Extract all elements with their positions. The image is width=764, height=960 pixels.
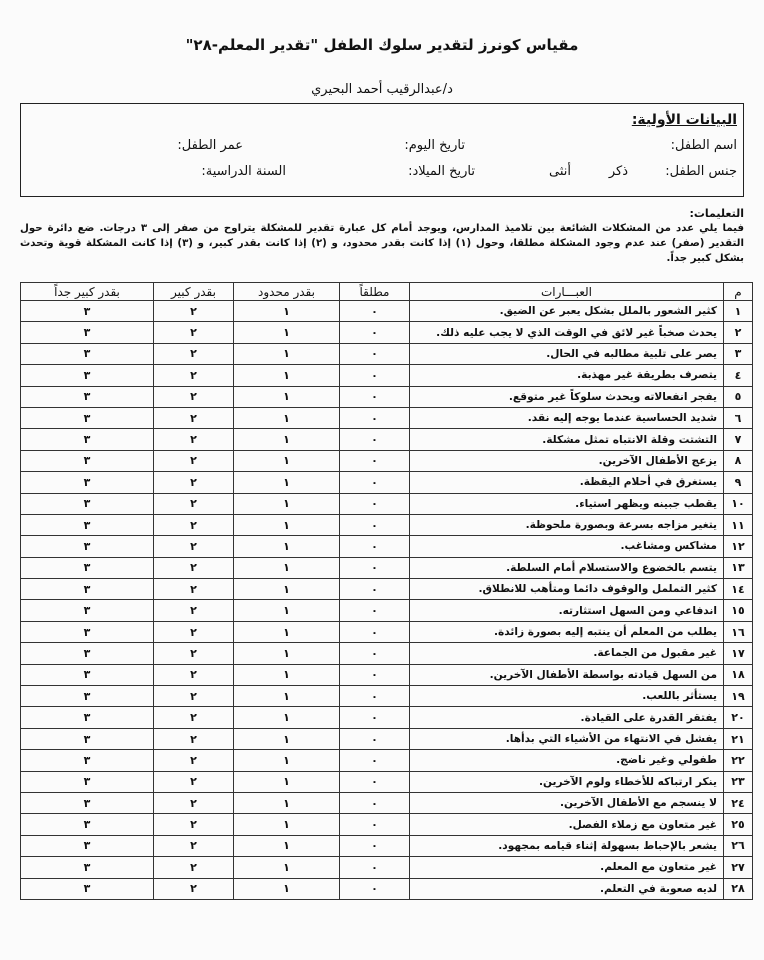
score-option-3[interactable]: ٣ [21, 728, 154, 749]
score-option-2[interactable]: ٢ [154, 343, 234, 364]
score-option-0[interactable]: ٠ [340, 857, 410, 878]
score-option-1[interactable]: ١ [234, 514, 340, 535]
score-option-0[interactable]: ٠ [340, 429, 410, 450]
row-statement: يستغرق في أحلام اليقظة. [410, 472, 724, 493]
score-option-3[interactable]: ٣ [21, 878, 154, 899]
score-option-3[interactable]: ٣ [21, 450, 154, 471]
row-number: ١٩ [724, 686, 753, 707]
row-number: ٢٦ [724, 835, 753, 856]
score-option-0[interactable]: ٠ [340, 579, 410, 600]
score-option-2[interactable]: ٢ [154, 557, 234, 578]
score-option-0[interactable]: ٠ [340, 878, 410, 899]
row-statement: يشعر بالإحباط بسهولة إثناء قيامه بمجهود. [410, 835, 724, 856]
table-row [21, 386, 753, 407]
score-option-2[interactable]: ٢ [154, 621, 234, 642]
basic-info-heading: البيانات الأولية: [631, 112, 737, 128]
score-option-0[interactable]: ٠ [340, 664, 410, 685]
row-statement: ينكر ارتباكه للأخطاء ولوم الآخرين. [410, 771, 724, 792]
score-option-3[interactable]: ٣ [21, 771, 154, 792]
table-row [21, 750, 753, 771]
score-option-2[interactable]: ٢ [154, 536, 234, 557]
instructions-block [20, 206, 744, 266]
score-option-0[interactable]: ٠ [340, 472, 410, 493]
score-option-0[interactable]: ٠ [340, 493, 410, 514]
score-option-3[interactable]: ٣ [21, 792, 154, 813]
score-option-0[interactable]: ٠ [340, 407, 410, 428]
table-row [21, 835, 753, 856]
row-number: ٢٠ [724, 707, 753, 728]
row-statement: لا ينسجم مع الأطفال الآخرين. [410, 792, 724, 813]
row-number: ١٦ [724, 621, 753, 642]
row-statement: يفجر انفعالاته ويحدث سلوكاً غير متوقع. [410, 386, 724, 407]
score-option-3[interactable]: ٣ [21, 579, 154, 600]
row-statement: اندفاعي ومن السهل استثارته. [410, 600, 724, 621]
table-body [21, 301, 753, 900]
score-option-3[interactable]: ٣ [21, 750, 154, 771]
score-option-3[interactable]: ٣ [21, 664, 154, 685]
score-option-1[interactable]: ١ [234, 365, 340, 386]
score-option-1[interactable]: ١ [234, 493, 340, 514]
score-option-0[interactable]: ٠ [340, 536, 410, 557]
table-row [21, 621, 753, 642]
row-statement: يطلب من المعلم أن ينتبه إليه بصورة زائدة. [410, 621, 724, 642]
score-option-1[interactable]: ١ [234, 857, 340, 878]
score-option-1[interactable]: ١ [234, 621, 340, 642]
score-option-2[interactable]: ٢ [154, 600, 234, 621]
table-row [21, 472, 753, 493]
row-number: ١٥ [724, 600, 753, 621]
row-number: ١١ [724, 514, 753, 535]
score-option-2[interactable]: ٢ [154, 365, 234, 386]
row-statement: يتغير مزاجه بسرعة وبصورة ملحوظة. [410, 514, 724, 535]
child-name-label: اسم الطفل: [670, 138, 737, 153]
score-option-0[interactable]: ٠ [340, 343, 410, 364]
score-option-2[interactable]: ٢ [154, 429, 234, 450]
table-row [21, 771, 753, 792]
score-option-0[interactable]: ٠ [340, 686, 410, 707]
score-option-1[interactable]: ١ [234, 343, 340, 364]
row-number: ٣ [724, 343, 753, 364]
row-number: ١٢ [724, 536, 753, 557]
row-statement: يزعج الأطفال الآخرين. [410, 450, 724, 471]
row-statement: لديه صعوبة في التعلم. [410, 878, 724, 899]
score-option-3[interactable]: ٣ [21, 643, 154, 664]
row-number: ٢ [724, 322, 753, 343]
header-never: مطلقاً [340, 283, 410, 301]
score-option-2[interactable]: ٢ [154, 728, 234, 749]
row-statement: غير متعاون مع زملاء الفصل. [410, 814, 724, 835]
score-option-3[interactable]: ٣ [21, 514, 154, 535]
score-option-2[interactable]: ٢ [154, 707, 234, 728]
birth-date-label: تاريخ الميلاد: [408, 164, 475, 179]
row-statement: من السهل قيادته بواسطة الأطفال الآخرين. [410, 664, 724, 685]
score-option-2[interactable]: ٢ [154, 771, 234, 792]
table-row [21, 643, 753, 664]
score-option-3[interactable]: ٣ [21, 814, 154, 835]
header-little: بقدر محدود [234, 283, 340, 301]
score-option-3[interactable]: ٣ [21, 686, 154, 707]
score-option-2[interactable]: ٢ [154, 450, 234, 471]
score-option-1[interactable]: ١ [234, 450, 340, 471]
score-option-2[interactable]: ٢ [154, 664, 234, 685]
table-row [21, 322, 753, 343]
table-row [21, 493, 753, 514]
header-statement: العبـــارات [410, 283, 724, 301]
table-row [21, 365, 753, 386]
table-row [21, 429, 753, 450]
score-option-1[interactable]: ١ [234, 472, 340, 493]
score-option-2[interactable]: ٢ [154, 857, 234, 878]
child-gender-label: جنس الطفل: [665, 164, 737, 179]
score-option-1[interactable]: ١ [234, 557, 340, 578]
score-option-2[interactable]: ٢ [154, 407, 234, 428]
table-row [21, 857, 753, 878]
row-statement: غير متعاون مع المعلم. [410, 857, 724, 878]
score-option-1[interactable]: ١ [234, 301, 340, 322]
author-name: د/عبدالرقيب أحمد البحيري [311, 82, 453, 97]
row-number: ٢٧ [724, 857, 753, 878]
score-option-3[interactable]: ٣ [21, 857, 154, 878]
score-option-1[interactable]: ١ [234, 771, 340, 792]
table-row [21, 301, 753, 322]
table-row [21, 686, 753, 707]
basic-info-box [20, 103, 744, 197]
row-number: ٥ [724, 386, 753, 407]
score-option-3[interactable]: ٣ [21, 386, 154, 407]
score-option-0[interactable]: ٠ [340, 365, 410, 386]
score-option-1[interactable]: ١ [234, 664, 340, 685]
row-number: ٩ [724, 472, 753, 493]
score-option-2[interactable]: ٢ [154, 493, 234, 514]
score-option-0[interactable]: ٠ [340, 792, 410, 813]
row-number: ٧ [724, 429, 753, 450]
score-option-3[interactable]: ٣ [21, 707, 154, 728]
score-option-3[interactable]: ٣ [21, 429, 154, 450]
table-row [21, 814, 753, 835]
row-number: ١٣ [724, 557, 753, 578]
row-statement: التشتت وقلة الانتباه تمثل مشكلة. [410, 429, 724, 450]
row-statement: يصر على تلبية مطالبه في الحال. [410, 343, 724, 364]
instructions-text: فيما يلي عدد من المشكلات الشائعة بين تلاميذ المدارس، ويوجد أمام كل عبارة تقدير للمشكلة يتراوح من صفر إلى ٣ درجات. ضع دائرة حول التقدير (صفر) عند عدم وجود المشكلة مطلقا، وحول (١) إذا كانت بقدر محدود، و (٢) إذا كانت بقدر كبير، و (٣) إذا كانت المشكلة قوية وتحدث بشكل كبير جداً. [20, 223, 744, 264]
table-row [21, 514, 753, 535]
score-option-3[interactable]: ٣ [21, 557, 154, 578]
page-title: مقياس كونرز لتقدير سلوك الطفل "تقدير المعلم-٢٨" [185, 36, 579, 54]
score-option-0[interactable]: ٠ [340, 835, 410, 856]
header-much: بقدر كبير [154, 283, 234, 301]
score-option-3[interactable]: ٣ [21, 472, 154, 493]
score-option-2[interactable]: ٢ [154, 322, 234, 343]
header-very-much: بقدر كبير جداً [21, 283, 154, 301]
score-option-1[interactable]: ١ [234, 686, 340, 707]
score-option-0[interactable]: ٠ [340, 301, 410, 322]
row-statement: مشاكس ومشاغب. [410, 536, 724, 557]
instructions-heading: التعليمات: [689, 207, 744, 220]
score-option-1[interactable]: ١ [234, 536, 340, 557]
score-option-3[interactable]: ٣ [21, 343, 154, 364]
table-row [21, 792, 753, 813]
score-option-0[interactable]: ٠ [340, 707, 410, 728]
table-header-row [21, 283, 753, 301]
score-option-1[interactable]: ١ [234, 728, 340, 749]
score-option-0[interactable]: ٠ [340, 621, 410, 642]
row-statement: يقطب جبينه ويظهر استياء. [410, 493, 724, 514]
row-number: ١٨ [724, 664, 753, 685]
table-row [21, 407, 753, 428]
row-statement: طفولي وغير ناضج. [410, 750, 724, 771]
header-num: م [724, 283, 753, 301]
table-row [21, 728, 753, 749]
row-statement: كثير الشعور بالملل بشكل يعبر عن الضيق. [410, 301, 724, 322]
table-row [21, 343, 753, 364]
date-today-label: تاريخ اليوم: [404, 138, 465, 153]
score-option-0[interactable]: ٠ [340, 322, 410, 343]
score-option-0[interactable]: ٠ [340, 557, 410, 578]
score-option-0[interactable]: ٠ [340, 814, 410, 835]
row-number: ٦ [724, 407, 753, 428]
score-option-3[interactable]: ٣ [21, 365, 154, 386]
table-row [21, 878, 753, 899]
score-option-1[interactable]: ١ [234, 579, 340, 600]
row-statement: غير مقبول من الجماعة. [410, 643, 724, 664]
table-row [21, 450, 753, 471]
row-number: ٢٤ [724, 792, 753, 813]
score-option-3[interactable]: ٣ [21, 536, 154, 557]
row-statement: يفتقر القدرة على القيادة. [410, 707, 724, 728]
score-option-2[interactable]: ٢ [154, 472, 234, 493]
score-option-2[interactable]: ٢ [154, 643, 234, 664]
score-option-0[interactable]: ٠ [340, 386, 410, 407]
row-number: ١٠ [724, 493, 753, 514]
row-number: ٢١ [724, 728, 753, 749]
score-option-1[interactable]: ١ [234, 814, 340, 835]
score-option-1[interactable]: ١ [234, 707, 340, 728]
score-option-0[interactable]: ٠ [340, 771, 410, 792]
score-option-1[interactable]: ١ [234, 600, 340, 621]
score-option-2[interactable]: ٢ [154, 301, 234, 322]
score-option-2[interactable]: ٢ [154, 686, 234, 707]
rating-table-wrapper [20, 282, 752, 900]
score-option-2[interactable]: ٢ [154, 835, 234, 856]
score-option-0[interactable]: ٠ [340, 514, 410, 535]
table-row [21, 600, 753, 621]
row-number: ٢٥ [724, 814, 753, 835]
score-option-3[interactable]: ٣ [21, 322, 154, 343]
row-number: ١٧ [724, 643, 753, 664]
score-option-1[interactable]: ١ [234, 386, 340, 407]
score-option-3[interactable]: ٣ [21, 835, 154, 856]
score-option-1[interactable]: ١ [234, 322, 340, 343]
child-age-label: عمر الطفل: [177, 138, 243, 153]
gender-male-option: ذكر [608, 164, 628, 179]
row-statement: يستأثر باللعب. [410, 686, 724, 707]
score-option-3[interactable]: ٣ [21, 301, 154, 322]
score-option-2[interactable]: ٢ [154, 792, 234, 813]
gender-female-option: أنثى [549, 164, 571, 179]
table-row [21, 579, 753, 600]
score-option-2[interactable]: ٢ [154, 386, 234, 407]
row-number: ٢٢ [724, 750, 753, 771]
row-statement: يتسم بالخضوع والاستسلام أمام السلطة. [410, 557, 724, 578]
row-statement: يتصرف بطريقة غير مهذبة. [410, 365, 724, 386]
score-option-2[interactable]: ٢ [154, 814, 234, 835]
score-option-1[interactable]: ١ [234, 792, 340, 813]
score-option-1[interactable]: ١ [234, 643, 340, 664]
table-row [21, 557, 753, 578]
score-option-3[interactable]: ٣ [21, 493, 154, 514]
score-option-0[interactable]: ٠ [340, 600, 410, 621]
row-number: ٤ [724, 365, 753, 386]
row-statement: يفشل في الانتهاء من الأشياء التي بدأها. [410, 728, 724, 749]
row-statement: كثير التململ والوقوف دائما ومتأهب للانطلاق. [410, 579, 724, 600]
score-option-3[interactable]: ٣ [21, 600, 154, 621]
score-option-0[interactable]: ٠ [340, 450, 410, 471]
row-statement: شديد الحساسية عندما يوجه إليه نقد. [410, 407, 724, 428]
table-row [21, 664, 753, 685]
score-option-1[interactable]: ١ [234, 750, 340, 771]
row-number: ١٤ [724, 579, 753, 600]
row-number: ١ [724, 301, 753, 322]
row-number: ٢٣ [724, 771, 753, 792]
score-option-1[interactable]: ١ [234, 407, 340, 428]
score-option-2[interactable]: ٢ [154, 514, 234, 535]
score-option-1[interactable]: ١ [234, 835, 340, 856]
score-option-2[interactable]: ٢ [154, 750, 234, 771]
school-year-label: السنة الدراسية: [201, 164, 286, 179]
score-option-1[interactable]: ١ [234, 878, 340, 899]
score-option-2[interactable]: ٢ [154, 878, 234, 899]
score-option-2[interactable]: ٢ [154, 579, 234, 600]
score-option-1[interactable]: ١ [234, 429, 340, 450]
table-row [21, 707, 753, 728]
table-row [21, 536, 753, 557]
score-option-3[interactable]: ٣ [21, 621, 154, 642]
row-number: ٨ [724, 450, 753, 471]
score-option-0[interactable]: ٠ [340, 750, 410, 771]
row-statement: يحدث صخباً غير لائق في الوقت الذي لا يجب عليه ذلك. [410, 322, 724, 343]
score-option-0[interactable]: ٠ [340, 728, 410, 749]
score-option-3[interactable]: ٣ [21, 407, 154, 428]
rating-table [20, 282, 753, 900]
score-option-0[interactable]: ٠ [340, 643, 410, 664]
row-number: ٢٨ [724, 878, 753, 899]
